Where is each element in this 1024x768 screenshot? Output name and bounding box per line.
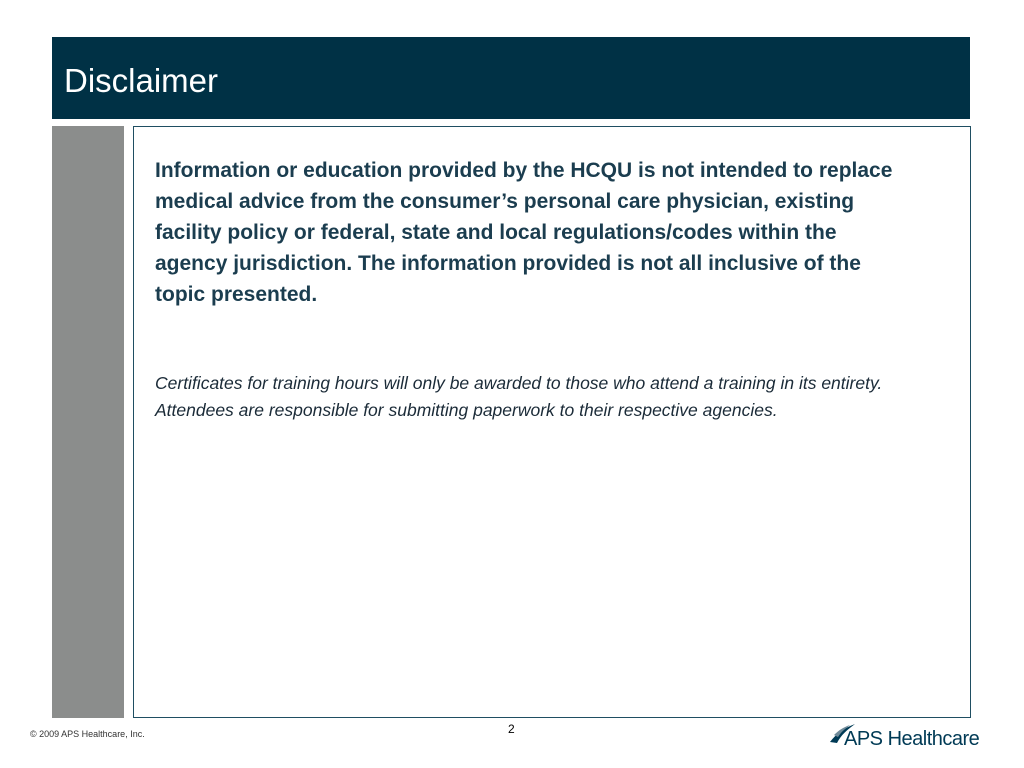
side-accent-bar (52, 126, 124, 718)
logo-text: APS Healthcare (844, 728, 980, 750)
copyright-text: © 2009 APS Healthcare, Inc. (30, 729, 145, 739)
disclaimer-text: Information or education provided by the HCQU is not intended to replace medical advice from the consumer’s personal care physician, existing facility policy or federal, state and local regulations/codes within the agency jurisdiction. The information provided is not all inclusive of the topic presented. (155, 159, 893, 306)
page-number: 2 (508, 722, 515, 736)
title-bar (52, 37, 970, 119)
slide-title: Disclaimer (64, 62, 219, 99)
certificate-note: Certificates for training hours will only be awarded to those who attend a training in its entirety. Attendees are responsible for submitting paperwork to their respective agencies. (155, 373, 883, 420)
company-logo (828, 718, 978, 752)
content-frame (133, 126, 971, 718)
